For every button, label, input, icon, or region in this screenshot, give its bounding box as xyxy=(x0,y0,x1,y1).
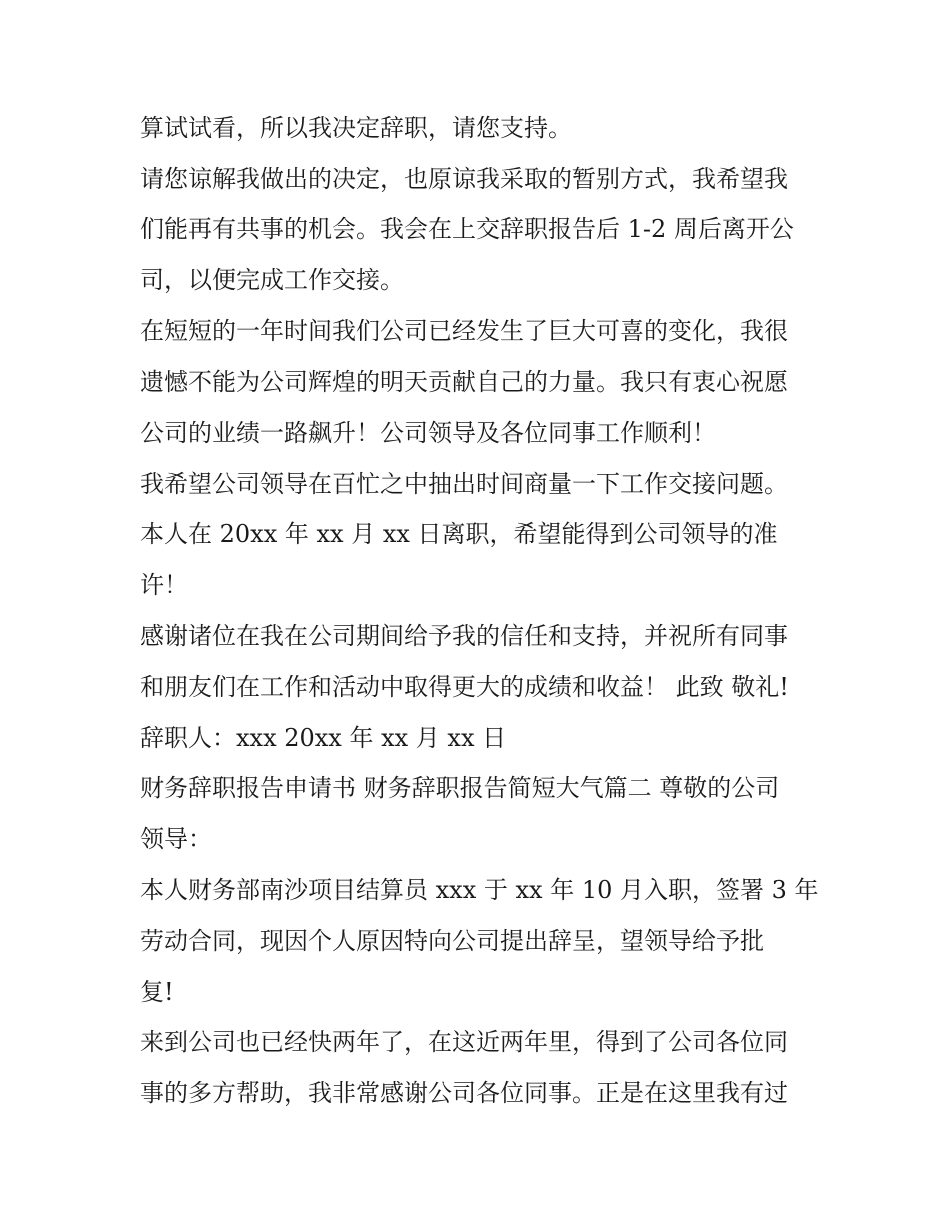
text-line-9: 本人在 20xx 年 xx 月 xx 日离职，希望能得到公司领导的准 xyxy=(140,520,778,548)
text-line-5: 在短短的一年时间我们公司已经发生了巨大可喜的变化，我很 xyxy=(140,317,788,345)
text-line-18: 复! xyxy=(140,978,174,1006)
text-line-15: 领导： xyxy=(140,825,212,853)
text-line-13: 辞职人：xxx 20xx 年 xx 月 xx 日 xyxy=(140,724,507,752)
text-line-19: 来到公司也已经快两年了，在这近两年里，得到了公司各位同 xyxy=(140,1028,788,1056)
text-line-4: 司，以便完成工作交接。 xyxy=(140,266,404,294)
text-line-14: 财务辞职报告申请书 财务辞职报告简短大气篇二 尊敬的公司 xyxy=(140,774,780,802)
text-line-16: 本人财务部南沙项目结算员 xxx 于 xx 年 10 月入职，签署 3 年 xyxy=(140,876,819,904)
text-line-8: 我希望公司领导在百忙之中抽出时间商量一下工作交接问题。 xyxy=(140,470,788,498)
text-line-17: 劳动合同，现因个人原因特向公司提出辞呈，望领导给予批 xyxy=(140,927,764,955)
text-line-6: 遗憾不能为公司辉煌的明天贡献自己的力量。我只有衷心祝愿 xyxy=(140,368,788,396)
text-line-2: 请您谅解我做出的决定，也原谅我采取的暂别方式，我希望我 xyxy=(140,165,788,193)
text-line-11: 感谢诸位在我在公司期间给予我的信任和支持，并祝所有同事 xyxy=(140,622,788,650)
text-line-12: 和朋友们在工作和活动中取得更大的成绩和收益！ 此致 敬礼! xyxy=(140,673,789,701)
text-line-10: 许！ xyxy=(140,571,188,599)
text-line-3: 们能再有共事的机会。我会在上交辞职报告后 1-2 周后离开公 xyxy=(140,215,794,243)
text-line-20: 事的多方帮助，我非常感谢公司各位同事。正是在这里我有过 xyxy=(140,1079,788,1107)
text-line-1: 算试试看，所以我决定辞职，请您支持。 xyxy=(140,114,572,142)
text-line-7: 公司的业绩一路飙升！公司领导及各位同事工作顺利！ xyxy=(140,419,716,447)
